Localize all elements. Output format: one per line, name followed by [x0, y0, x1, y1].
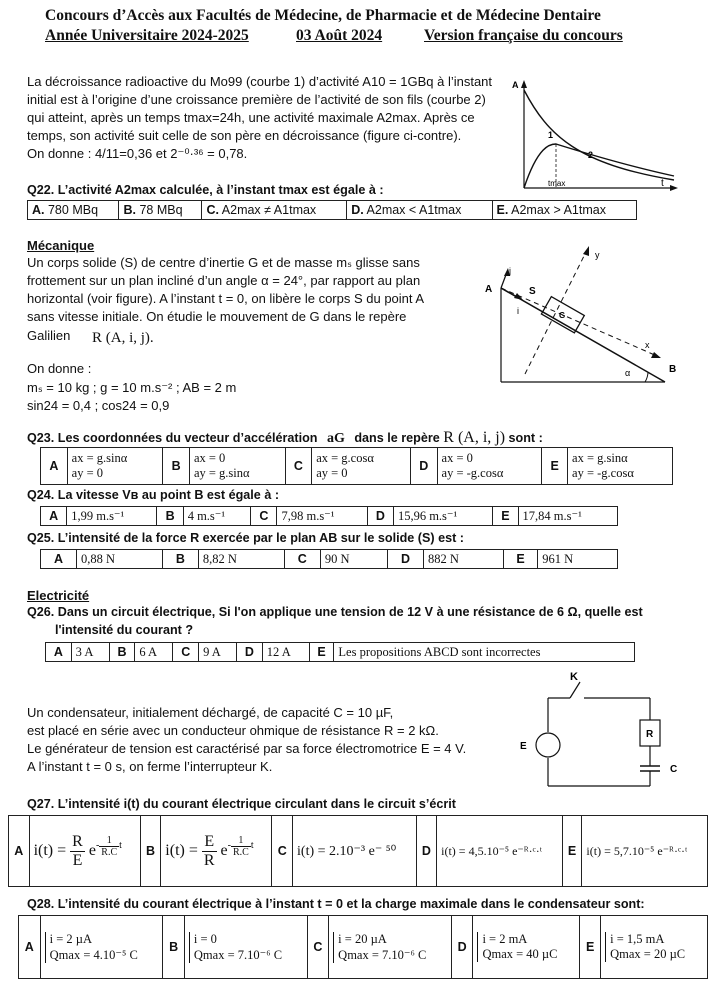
q27-title: Q27. L’intensité i(t) du courant électrique circulant dans le circuit s’écrit — [27, 797, 456, 811]
meca-line: horizontal (voir figure). A l’instant t = 0, on libère le corps S du point A — [27, 291, 425, 306]
q28-letter-d[interactable]: D — [451, 916, 473, 979]
q25-option-c[interactable]: 90 N — [320, 550, 387, 569]
fig-label-t: t — [661, 178, 664, 189]
radio-line: La décroissance radioactive du Mo99 (courbe 1) d’activité A10 = 1GBq à l’instant — [27, 74, 493, 89]
radio-paragraph — [27, 73, 492, 163]
q23-vector: aG — [326, 431, 345, 446]
q22-option-e[interactable]: E. A2max > A1tmax — [492, 201, 636, 220]
circuit-label-C: C — [670, 764, 678, 775]
q27-option-b[interactable]: i(t) = $\frac{E}{R}$ $e^{- \frac{1}{R.C} t}$ — [161, 816, 272, 887]
q26-option-d[interactable]: 12 A — [262, 643, 309, 662]
q26-letter-b[interactable]: B — [109, 643, 135, 662]
cond-line: A l’instant t = 0 s, on ferme l’interrupteur K. — [27, 759, 273, 774]
q22-option-c[interactable]: C. A2max ≠ A1tmax — [202, 201, 347, 220]
q26-letter-d[interactable]: D — [237, 643, 263, 662]
meca-donne: On donne : — [27, 361, 92, 376]
circuit-label-E: E — [520, 741, 527, 752]
circuit-label-R: R — [646, 729, 654, 740]
fig-vector-j: j — [509, 266, 511, 276]
radio-line: temps, son activité suit celle de son père en décroissance (figure ci-contre). — [27, 128, 462, 143]
section-electricite: Electricité — [27, 588, 90, 603]
q27-letter-a[interactable]: A — [9, 816, 30, 887]
q24-letter-d[interactable]: D — [367, 507, 393, 526]
q24-letter-a[interactable]: A — [41, 507, 67, 526]
q23-title: Q23. Les coordonnées du vecteur d’accélération aG dans le repère R (A, i, j) sont : — [27, 429, 543, 446]
q27-option-d[interactable]: i(t) = 4,5.10⁻⁵ e⁻ᴿ·ᶜ·ᵗ — [437, 816, 562, 887]
q24-option-b[interactable]: 4 m.s⁻¹ — [183, 507, 251, 526]
q23-option-e[interactable]: ax = g.sinα ay = -g.cosα — [568, 448, 673, 485]
q25-title: Q25. L’intensité de la force R exercée par le plan AB sur le solide (S) est : — [27, 531, 464, 545]
q26-option-a[interactable]: 3 A — [71, 643, 109, 662]
q27-letter-d[interactable]: D — [416, 816, 437, 887]
q27-option-e[interactable]: i(t) = 5,7.10⁻⁵ e⁻ᴿ·ᶜ·ᵗ — [582, 816, 708, 887]
section-mecanique: Mécanique — [27, 238, 95, 253]
cond-line: Un condensateur, initialement déchargé, de capacité C = 10 µF, — [27, 705, 394, 720]
capacitor-paragraph — [27, 704, 466, 776]
rc-circuit-figure — [510, 668, 690, 798]
fig-label-curve1: 1 — [548, 130, 554, 140]
q27-letter-b[interactable]: B — [140, 816, 161, 887]
q28-title: Q28. L’intensité du courant électrique à l’instant t = 0 et la charge maximale dans le condensateur sont: — [27, 897, 645, 911]
q24-title: Q24. La vitesse Vʙ au point B est égale à : — [27, 488, 280, 502]
q28-option-b[interactable]: i = 0 Qmax = 7.10⁻⁶ C — [184, 916, 307, 979]
meca-paragraph — [27, 254, 424, 326]
fig-angle-alpha: α — [625, 368, 631, 378]
q23-option-c[interactable]: ax = g.cosα ay = 0 — [312, 448, 411, 485]
q28-letter-e[interactable]: E — [580, 916, 601, 979]
q23-options — [40, 447, 673, 485]
q25-letter-b[interactable]: B — [162, 550, 198, 569]
q24-option-e[interactable]: 17,84 m.s⁻¹ — [518, 507, 617, 526]
circuit-label-K: K — [570, 671, 578, 683]
activity-curves-figure — [508, 76, 680, 196]
fig-point-A: A — [485, 284, 493, 295]
header-title: Concours d’Accès aux Facultés de Médecine, de Pharmacie et de Médecine Dentaire — [45, 7, 601, 24]
fig-point-B: B — [669, 364, 677, 375]
q26-options — [45, 642, 635, 662]
q28-letter-c[interactable]: C — [307, 916, 329, 979]
fig-axis-x: x — [645, 340, 650, 350]
q25-letter-e[interactable]: E — [503, 550, 538, 569]
cond-line: Le générateur de tension est caractérisé par sa force électromotrice E = 4 V. — [27, 741, 467, 756]
q26-title-line2: l'intensité du courant ? — [55, 623, 194, 637]
header-version: Version française du concours — [424, 27, 623, 44]
inclined-plane-figure — [465, 244, 685, 390]
q27-letter-e[interactable]: E — [562, 816, 582, 887]
q23-letter-e[interactable]: E — [542, 448, 568, 485]
q27-options — [8, 815, 708, 887]
q28-letter-b[interactable]: B — [163, 916, 185, 979]
radio-line: On donne : 4/11=0,36 et 2⁻⁰·³⁶ = 0,78. — [27, 146, 248, 161]
q23-option-a[interactable]: ax = g.sinα ay = 0 — [67, 448, 163, 485]
q23-letter-a[interactable]: A — [41, 448, 68, 485]
q25-letter-c[interactable]: C — [284, 550, 320, 569]
q25-option-a[interactable]: 0,88 N — [77, 550, 163, 569]
q27-option-c[interactable]: i(t) = 2.10⁻³ e⁻ ⁵⁰ — [293, 816, 417, 887]
q23-letter-d[interactable]: D — [410, 448, 437, 485]
q26-letter-c[interactable]: C — [173, 643, 199, 662]
meca-data-2: sin24 = 0,4 ; cos24 = 0,9 — [27, 398, 170, 413]
q28-option-c[interactable]: i = 20 µA Qmax = 7.10⁻⁶ C — [329, 916, 452, 979]
q24-options — [40, 506, 618, 526]
meca-repere: R (A, i, j). — [92, 330, 154, 346]
q26-letter-e[interactable]: E — [309, 643, 334, 662]
q22-options — [27, 200, 637, 220]
q23-option-b[interactable]: ax = 0 ay = g.sinα — [189, 448, 285, 485]
q28-options — [18, 915, 708, 979]
fig-vector-i: i — [517, 306, 519, 316]
q23-letter-b[interactable]: B — [163, 448, 190, 485]
q27-option-a[interactable]: i(t) = $\frac{R}{E}$ $e^{- \frac{1}{R.C} t}$ — [29, 816, 140, 887]
q25-option-e[interactable]: 961 N — [538, 550, 618, 569]
fig-solid-S: S — [529, 286, 536, 297]
meca-line: frottement sur un plan incliné d’un angle α = 24°, par rapport au plan — [27, 273, 421, 288]
meca-line: Un corps solide (S) de centre d’inertie G et de masse mₛ glisse sans — [27, 255, 420, 270]
q23-option-d[interactable]: ax = 0 ay = -g.cosα — [437, 448, 542, 485]
q25-option-d[interactable]: 882 N — [424, 550, 504, 569]
q25-option-b[interactable]: 8,82 N — [198, 550, 284, 569]
q24-letter-b[interactable]: B — [157, 507, 183, 526]
q24-letter-e[interactable]: E — [493, 507, 518, 526]
header-date: 03 Août 2024 — [296, 27, 383, 44]
fig-center-G: G — [559, 311, 566, 320]
q24-option-d[interactable]: 15,96 m.s⁻¹ — [393, 507, 492, 526]
q26-letter-a[interactable]: A — [46, 643, 72, 662]
q24-option-c[interactable]: 7,98 m.s⁻¹ — [277, 507, 367, 526]
cond-line: est placé en série avec un conducteur ohmique de résistance R = 2 kΩ. — [27, 723, 439, 738]
q26-option-e[interactable]: Les propositions ABCD sont incorrectes — [334, 643, 635, 662]
q28-letter-a[interactable]: A — [19, 916, 41, 979]
q26-option-b[interactable]: 6 A — [135, 643, 173, 662]
q25-letter-a[interactable]: A — [41, 550, 77, 569]
q26-title-line1: Q26. Dans un circuit électrique, Si l'on applique une tension de 12 V à une résistance de 6 Ω, quelle est — [27, 605, 643, 619]
q28-option-d[interactable]: i = 2 mA Qmax = 40 µC — [473, 916, 580, 979]
meca-data-1: mₛ = 10 kg ; g = 10 m.s⁻² ; AB = 2 m — [27, 380, 237, 395]
q23-letter-c[interactable]: C — [285, 448, 312, 485]
meca-galilien: Galilien — [27, 328, 71, 343]
radio-line: qui atteint, après un temps tmax=24h, une activité maximale A2max. Après ce — [27, 110, 475, 125]
q28-option-e[interactable]: i = 1,5 mA Qmax = 20 µC — [601, 916, 708, 979]
q22-option-a[interactable]: A. 780 MBq — [28, 201, 119, 220]
q24-option-a[interactable]: 1,99 m.s⁻¹ — [67, 507, 157, 526]
q24-letter-c[interactable]: C — [251, 507, 277, 526]
q22-option-b[interactable]: B. 78 MBq — [119, 201, 202, 220]
fig-label-curve2: 2 — [588, 150, 594, 160]
fig-axis-y: y — [595, 250, 600, 260]
q26-option-c[interactable]: 9 A — [199, 643, 237, 662]
q27-letter-c[interactable]: C — [272, 816, 293, 887]
q25-options — [40, 549, 618, 569]
q22-option-d[interactable]: D. A2max < A1tmax — [347, 201, 492, 220]
q28-option-a[interactable]: i = 2 µA Qmax = 4.10⁻⁵ C — [40, 916, 163, 979]
header-year: Année Universitaire 2024-2025 — [45, 27, 249, 44]
meca-line: sans vitesse initiale. On étudie le mouvement de G dans le repère — [27, 309, 407, 324]
q25-letter-d[interactable]: D — [388, 550, 424, 569]
radio-line: initial est à l’origine d’une croissance première de l’activité de son fils (courbe 2) — [27, 92, 486, 107]
fig-label-tmax: tmax — [548, 179, 566, 188]
q22-title: Q22. L’activité A2max calculée, à l’instant tmax est égale à : — [27, 183, 384, 197]
q23-repere: R (A, i, j) — [443, 429, 506, 446]
fig-label-A: A — [512, 80, 519, 90]
